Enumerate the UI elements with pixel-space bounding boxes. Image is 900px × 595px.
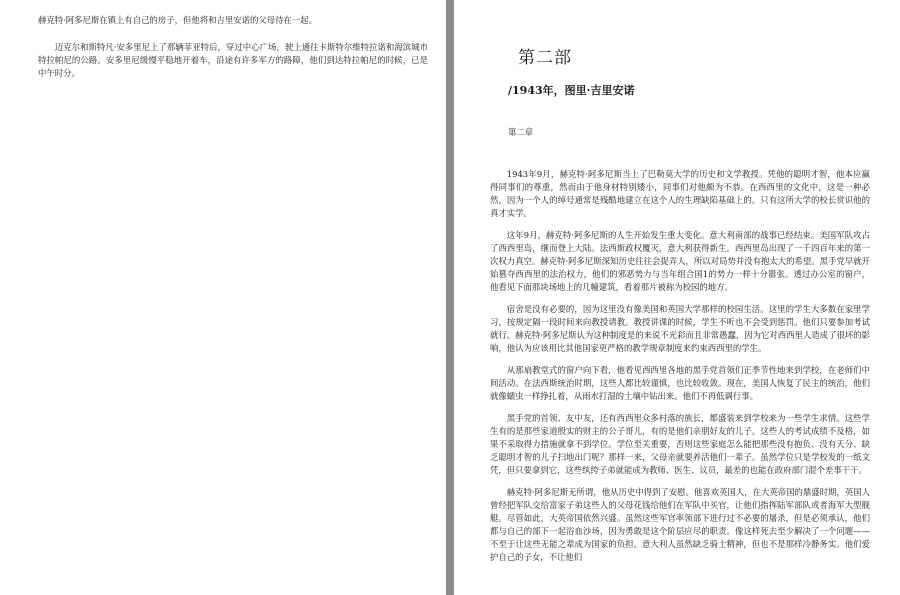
chapter-title: 第二章 xyxy=(508,127,534,137)
left-page xyxy=(0,0,446,595)
right-paragraph-2: 这年9月，赫克特·阿多尼斯的人生开始发生重大变化。意大利南部的战事已经结束。美国军队攻占了西西里岛，继而登上大陆。法西斯政权覆灭，意大利获得新生。西西里岛出现了一千四百年来的第一次权力真空。赫克特·阿多尼斯深知历史往往会捉弄人，所以对局势并没有抱太大的希望。黑手党早就开始篡夺西西里的法治权力，他们的邪恶势力与当年组合国1的势力一样十分嚣张。透过办公室的窗户，他看见下面那块场地上的几幢建筑，看着那片被称为校园的地方。 xyxy=(490,230,870,292)
right-page xyxy=(454,0,900,595)
part-title: 第二部 xyxy=(518,48,572,68)
right-paragraph-1: 1943年9月，赫克特·阿多尼斯当上了巴勒莫大学的历史和文学教授。凭他的聪明才智，他本应赢得同事们的尊重，然而由于他身材特别矮小，同事们对他颇为不恭。在西西里的文化中，这是一种必然，因为一个人的绰号通常是残酷地建立在这个人的生理缺陷基础上的。只有这所大学的校长赏识他的真才实学。 xyxy=(490,169,870,218)
left-paragraph-2: 迈克尔和斯特凡·安多里尼上了那辆菲亚特后，穿过中心广场，驶上通往卡斯特尔维特拉诺和海滨城市特拉帕尼的公路。安多里尼缓慢平稳地开着车，沿途有许多军方的路障，他们到达特拉帕尼的时候，已是中午时分。 xyxy=(38,42,428,78)
page-gutter xyxy=(446,0,454,595)
right-paragraph-4: 从那扇教堂式的窗户向下看，他看见西西里各地的黑手党首领们正季节性地来到学校，在老师们中间活动。在法西斯统治时期，这些人都比较谨慎，也比较收敛。现在，美国人恢复了民主的统治，他们就像蠕虫一样挣扎着，从雨水打湿的土壤中钻出来。他们不再低调行事。 xyxy=(490,365,870,401)
right-paragraph-3: 宿舍是没有必要的，因为这里没有像美国和英国大学那样的校园生活。这里的学生大多数在家里学习，按规定隔一段时间来向教授请教。教授讲课的时候，学生不听也不会受到惩罚。他们只要参加考试就行。赫克特·阿多尼斯认为这种制度是的来说不光彩而且非常愚蠢，因为它对西西里人造成了很坏的影响，他认为应该用比其他国家更严格的教学规章制度来约束西西里的学生。 xyxy=(490,304,870,353)
section-title: /1943年，图里·吉里安诺 xyxy=(508,84,635,97)
right-paragraph-5: 黑手党的首领、友中友，还有西西里众多村落的族长，都盛装来到学校来为一些学生求情。这些学生有的是那些家道殷实的财主的公子哥儿，有的是他们亲朋好友的儿子。这些人的考试成绩不及格，如果不采取得力措施就拿不到学位。学位至关重要，否则这些家庭怎么能把那些没有抱负、没有天分、缺乏聪明才智的儿子扫地出门呢？那样一来，父母亲就要养活他们一辈子。虽然学位只是学校发的一纸文凭，但只要拿到它，这些纨绔子弟就能成为教师、医生、议员，最差的也能在政府部门混个差事干干。 xyxy=(490,413,870,475)
right-paragraph-6: 赫克特·阿多尼斯无所谓，他从历史中得到了安慰。他喜欢英国人，在大英帝国的鼎盛时期，英国人曾经把军队交给富家子弟这些人的父母花钱给他们在军队中买官，让他们指挥陆军部队或者海军大型舰艇。尽管如此，大英帝国依然兴盛。虽然这些军官率领部下进行过不必要的屠杀，但是必须承认，他们都与自己的部下一起浴血沙场，因为勇敢是这个阶层应尽的职责。像这样死去至少解决了一个问题——不至于让这些无能之辈成为国家的负担。意大利人虽然缺乏骑士精神，但也不是那样冷静务实。他们爱护自己的子女，不让他们 xyxy=(490,487,870,562)
chapter-body xyxy=(490,168,870,564)
left-paragraph-1: 赫克特·阿多尼斯在镇上有自己的房子，但他将和吉里安诺的父母待在一起。 xyxy=(38,15,318,25)
